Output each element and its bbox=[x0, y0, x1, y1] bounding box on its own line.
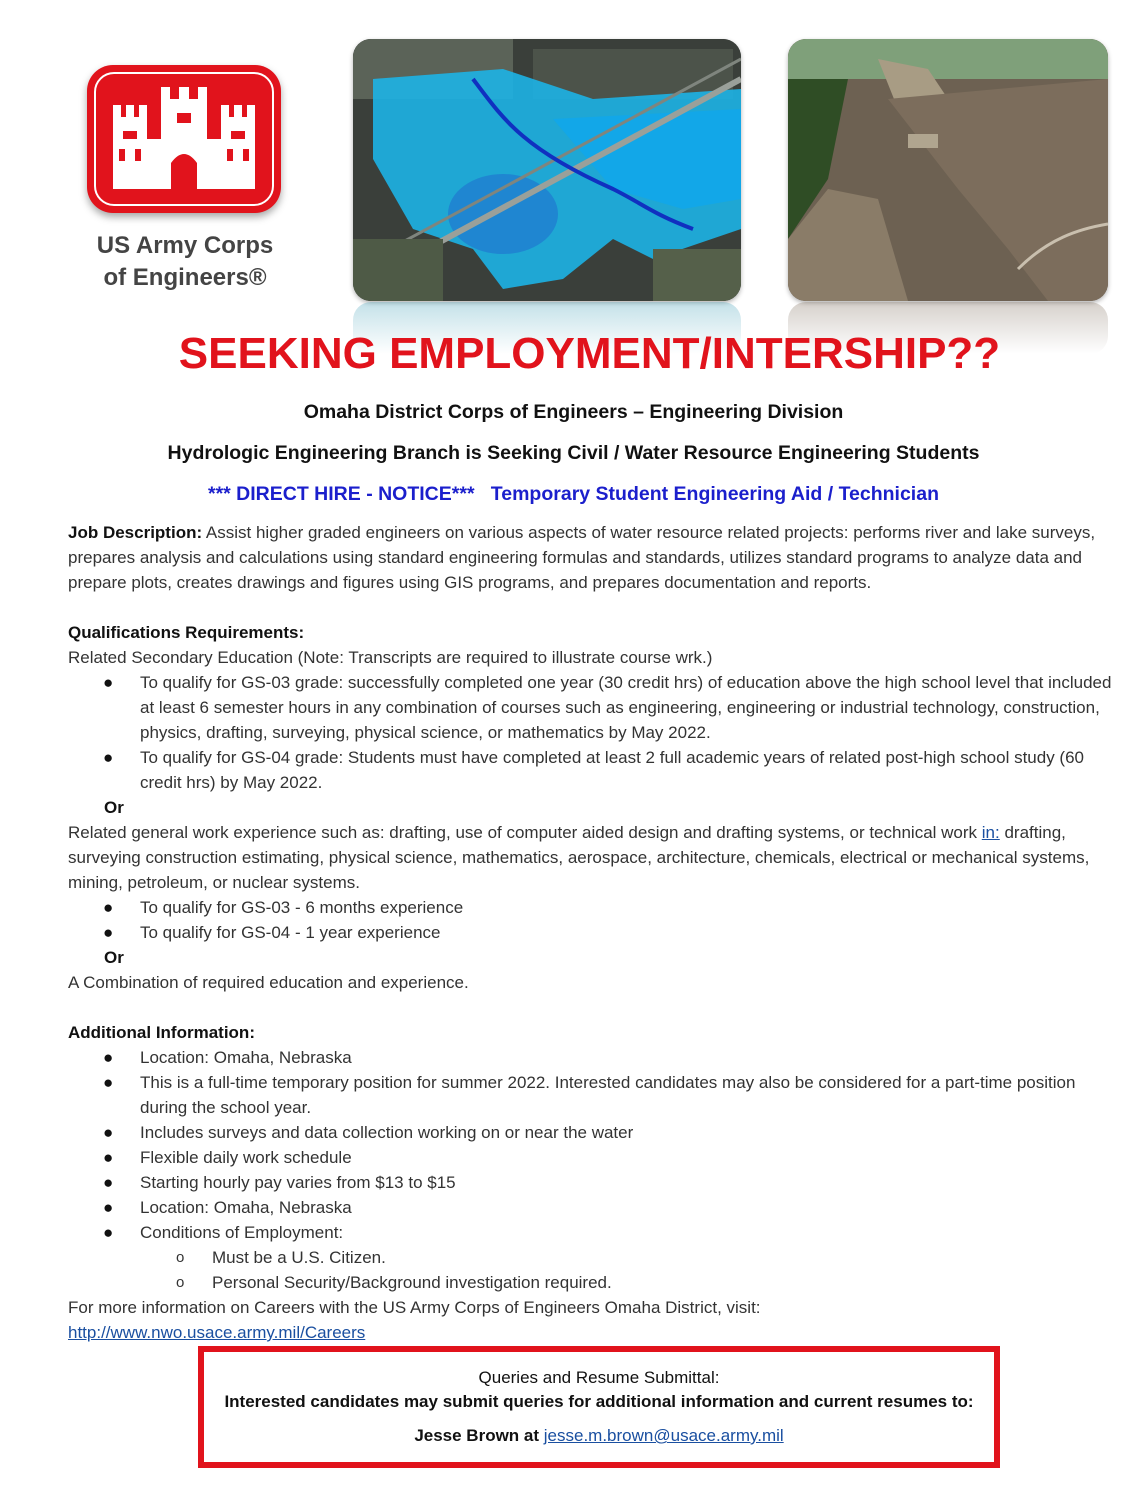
combination-text: A Combination of required education and experience. bbox=[68, 973, 469, 992]
list-item: ● To qualify for GS-03 grade: successfully completed one year (30 credit hrs) of education above the high school level that included at least 6 semester hours in any combination of courses such as engineering, engineering or industrial technology, construction, physics, drafting, surveying, physical science, or mathematics by May 2022. bbox=[68, 670, 1118, 745]
castle-icon bbox=[109, 87, 259, 191]
list-item: ● To qualify for GS-04 grade: Students must have completed at least 2 full academic years of related post-high school study (60 credit hrs) by May 2022. bbox=[68, 745, 1118, 795]
bullet-icon: ● bbox=[103, 1123, 114, 1142]
work-experience-intro: Related general work experience such as: drafting, use of computer aided design and drafting systems, or technical work in: drafting, surveying construction estimating, physical science, mathematics, aerospace, architecture, chemicals, electrical or mechanical systems, mining, petroleum, or nuclear systems. bbox=[68, 823, 1090, 892]
in-link[interactable]: in: bbox=[981, 823, 1000, 842]
submittal-instructions: Interested candidates may submit queries for additional information and current resumes to: bbox=[224, 1392, 974, 1411]
list-item: ● This is a full-time temporary position for summer 2022. Interested candidates may also be considered for a part-time position during the school year. bbox=[68, 1070, 1118, 1120]
job-posting-body bbox=[68, 520, 1118, 1345]
job-description bbox=[68, 520, 1118, 595]
circle-bullet-icon: o bbox=[176, 1249, 185, 1266]
submittal-box bbox=[198, 1346, 1000, 1468]
list-item: ● Includes surveys and data collection working on or near the water bbox=[68, 1120, 1118, 1145]
bullet-icon: ● bbox=[103, 1173, 114, 1192]
bullet-icon: ● bbox=[103, 898, 114, 917]
list-item: ● Flexible daily work schedule bbox=[68, 1145, 1118, 1170]
branch-heading: Hydrologic Engineering Branch is Seeking Civil / Water Resource Engineering Students bbox=[167, 442, 980, 464]
additional-info-list bbox=[68, 1045, 1118, 1245]
flood-inundation-map-photo bbox=[353, 39, 741, 301]
work-experience-list bbox=[68, 895, 1118, 945]
list-item: ● To qualify for GS-03 - 6 months experience bbox=[68, 895, 1118, 920]
list-item: ● Starting hourly pay varies from $13 to $15 bbox=[68, 1170, 1118, 1195]
logo-line-2: of Engineers® bbox=[103, 264, 267, 291]
list-item: ● Location: Omaha, Nebraska bbox=[68, 1045, 1118, 1070]
bullet-icon: ● bbox=[103, 748, 114, 767]
submittal-contact: Jesse Brown at jesse.m.brown@usace.army.mil bbox=[414, 1426, 784, 1445]
circle-bullet-icon: o bbox=[176, 1274, 185, 1291]
or-separator: Or bbox=[104, 798, 124, 817]
list-item: o Personal Security/Background investigation required. bbox=[68, 1270, 1118, 1295]
more-info-text: For more information on Careers with the US Army Corps of Engineers Omaha District, visit: bbox=[68, 1298, 761, 1317]
district-heading: Omaha District Corps of Engineers – Engineering Division bbox=[303, 401, 844, 423]
bullet-icon: ● bbox=[103, 1048, 114, 1067]
logo-caption bbox=[70, 230, 300, 294]
bullet-icon: ● bbox=[103, 673, 114, 692]
logo-line-1: US Army Corps bbox=[96, 232, 274, 259]
qualifications-heading: Qualifications Requirements: bbox=[68, 623, 305, 642]
direct-hire-notice: *** DIRECT HIRE - NOTICE*** Temporary Student Engineering Aid / Technician bbox=[208, 483, 939, 505]
job-description-label: Job Description: bbox=[68, 523, 203, 542]
list-item: ● Conditions of Employment: bbox=[68, 1220, 1118, 1245]
or-separator: Or bbox=[104, 948, 124, 967]
usace-logo bbox=[87, 65, 281, 213]
careers-link[interactable]: http://www.nwo.usace.army.mil/Careers bbox=[68, 1323, 366, 1342]
bullet-icon: ● bbox=[103, 1073, 114, 1092]
river-levee-aerial-photo bbox=[788, 39, 1108, 301]
list-item: ● To qualify for GS-04 - 1 year experience bbox=[68, 920, 1118, 945]
list-item: ● Location: Omaha, Nebraska bbox=[68, 1195, 1118, 1220]
bullet-icon: ● bbox=[103, 923, 114, 942]
list-item: o Must be a U.S. Citizen. bbox=[68, 1245, 1118, 1270]
additional-info-heading: Additional Information: bbox=[68, 1023, 255, 1042]
email-link[interactable]: jesse.m.brown@usace.army.mil bbox=[543, 1426, 784, 1445]
submittal-title: Queries and Resume Submittal: bbox=[478, 1368, 720, 1387]
bullet-icon: ● bbox=[103, 1198, 114, 1217]
education-intro: Related Secondary Education (Note: Transcripts are required to illustrate course wrk.) bbox=[68, 648, 713, 667]
bullet-icon: ● bbox=[103, 1223, 114, 1242]
bullet-icon: ● bbox=[103, 1148, 114, 1167]
conditions-sublist bbox=[68, 1245, 1118, 1295]
page-title: SEEKING EMPLOYMENT/INTERSHIP?? bbox=[178, 329, 1001, 378]
job-description-text: Assist higher graded engineers on various aspects of water resource related projects: performs river and lake surveys, prepares analysis and calculations using standard engineering formulas and standards, utilizes standard programs to analyze data and prepare plots, creates drawings and figures using GIS programs, and prepares documentation and reports. bbox=[68, 523, 1096, 592]
education-list bbox=[68, 670, 1118, 795]
